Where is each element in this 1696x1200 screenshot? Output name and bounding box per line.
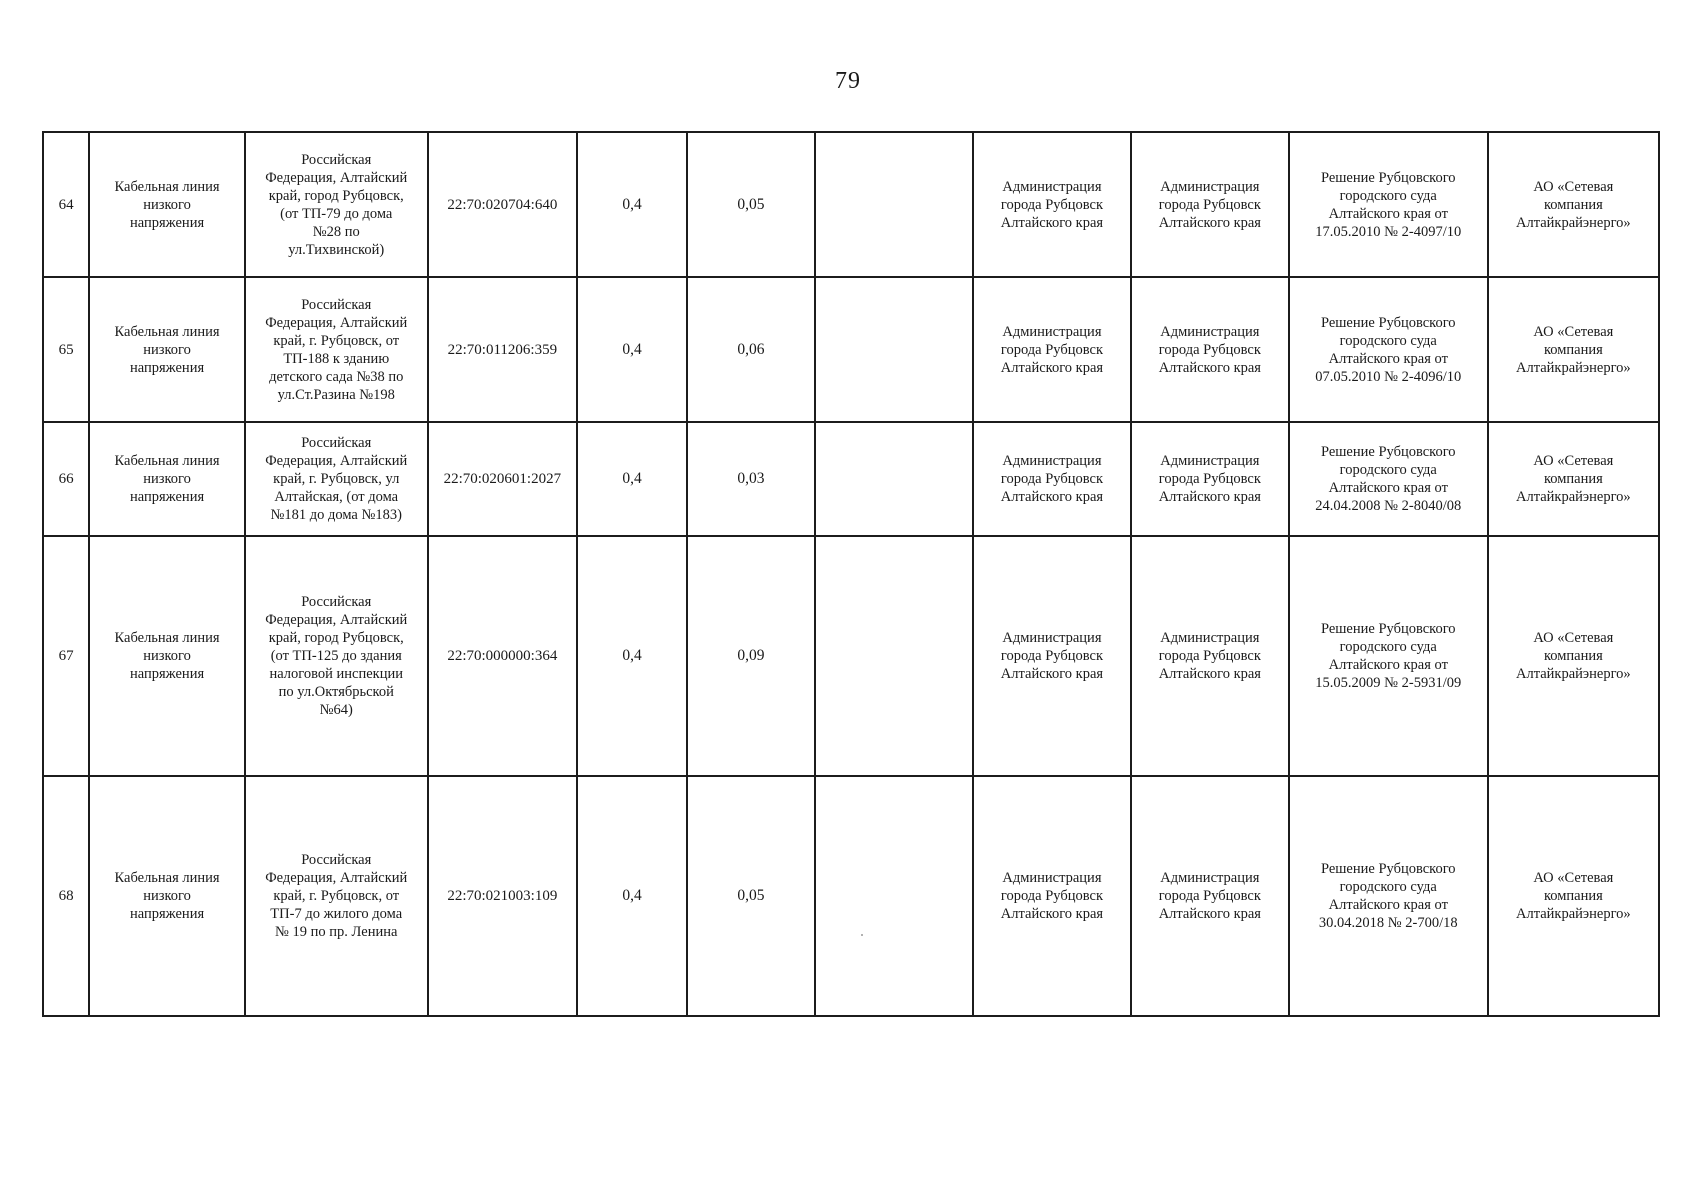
cadastral-number-cell: 22:70:000000:364 (428, 536, 578, 776)
cadastral-number-cell: 22:70:020704:640 (428, 132, 578, 277)
table-row (43, 277, 1659, 422)
address-cell: Российская Федерация, Алтайский край, город Рубцовск, (от ТП-125 до здания налоговой инспекции по ул.Октябрьской №64) (245, 536, 428, 776)
row-number-cell: 66 (43, 422, 89, 536)
operator-cell: АО «Сетевая компания Алтайкрайэнерго» (1488, 132, 1659, 277)
legal-basis-cell: Решение Рубцовского городского суда Алтайского края от 07.05.2010 № 2-4096/10 (1289, 277, 1488, 422)
page-number: 79 (835, 68, 861, 94)
table-row (43, 422, 1659, 536)
empty-cell (815, 277, 973, 422)
table-row (43, 132, 1659, 277)
holder-cell: Администрация города Рубцовск Алтайского края (1131, 132, 1289, 277)
holder-cell: Администрация города Рубцовск Алтайского края (1131, 536, 1289, 776)
address-cell: Российская Федерация, Алтайский край, г. Рубцовск, ул Алтайская, (от дома №181 до дома №183) (245, 422, 428, 536)
holder-cell: Администрация города Рубцовск Алтайского края (1131, 277, 1289, 422)
empty-cell (815, 132, 973, 277)
object-name-cell: Кабельная линия низкого напряжения (89, 422, 245, 536)
cadastral-number-cell: 22:70:020601:2027 (428, 422, 578, 536)
length-cell: 0,06 (687, 277, 815, 422)
row-number-cell: 68 (43, 776, 89, 1016)
length-cell: 0,05 (687, 776, 815, 1016)
object-name-cell: Кабельная линия низкого напряжения (89, 536, 245, 776)
owner-cell: Администрация города Рубцовск Алтайского края (973, 277, 1131, 422)
owner-cell: Администрация города Рубцовск Алтайского края (973, 422, 1131, 536)
address-cell: Российская Федерация, Алтайский край, г. Рубцовск, от ТП-188 к зданию детского сада №38 по ул.Ст.Разина №198 (245, 277, 428, 422)
owner-cell: Администрация города Рубцовск Алтайского края (973, 536, 1131, 776)
object-name-cell: Кабельная линия низкого напряжения (89, 776, 245, 1016)
object-name-cell: Кабельная линия низкого напряжения (89, 277, 245, 422)
voltage-cell: 0,4 (577, 422, 687, 536)
operator-cell: АО «Сетевая компания Алтайкрайэнерго» (1488, 422, 1659, 536)
empty-cell (815, 776, 973, 1016)
length-cell: 0,03 (687, 422, 815, 536)
voltage-cell: 0,4 (577, 776, 687, 1016)
voltage-cell: 0,4 (577, 277, 687, 422)
holder-cell: Администрация города Рубцовск Алтайского края (1131, 776, 1289, 1016)
empty-cell (815, 536, 973, 776)
owner-cell: Администрация города Рубцовск Алтайского края (973, 776, 1131, 1016)
holder-cell: Администрация города Рубцовск Алтайского края (1131, 422, 1289, 536)
object-name-cell: Кабельная линия низкого напряжения (89, 132, 245, 277)
owner-cell: Администрация города Рубцовск Алтайского края (973, 132, 1131, 277)
row-number-cell: 64 (43, 132, 89, 277)
cadastral-number-cell: 22:70:021003:109 (428, 776, 578, 1016)
property-registry-table (42, 131, 1660, 1017)
address-cell: Российская Федерация, Алтайский край, город Рубцовск, (от ТП-79 до дома №28 по ул.Тихвинской) (245, 132, 428, 277)
operator-cell: АО «Сетевая компания Алтайкрайэнерго» (1488, 277, 1659, 422)
cadastral-number-cell: 22:70:011206:359 (428, 277, 578, 422)
voltage-cell: 0,4 (577, 536, 687, 776)
empty-cell (815, 422, 973, 536)
operator-cell: АО «Сетевая компания Алтайкрайэнерго» (1488, 536, 1659, 776)
legal-basis-cell: Решение Рубцовского городского суда Алтайского края от 24.04.2008 № 2-8040/08 (1289, 422, 1488, 536)
voltage-cell: 0,4 (577, 132, 687, 277)
legal-basis-cell: Решение Рубцовского городского суда Алтайского края от 17.05.2010 № 2-4097/10 (1289, 132, 1488, 277)
length-cell: 0,09 (687, 536, 815, 776)
table-row (43, 536, 1659, 776)
scan-speck (861, 934, 863, 936)
row-number-cell: 67 (43, 536, 89, 776)
table-row (43, 776, 1659, 1016)
legal-basis-cell: Решение Рубцовского городского суда Алтайского края от 30.04.2018 № 2-700/18 (1289, 776, 1488, 1016)
address-cell: Российская Федерация, Алтайский край, г. Рубцовск, от ТП-7 до жилого дома № 19 по пр. Ленина (245, 776, 428, 1016)
operator-cell: АО «Сетевая компания Алтайкрайэнерго» (1488, 776, 1659, 1016)
row-number-cell: 65 (43, 277, 89, 422)
legal-basis-cell: Решение Рубцовского городского суда Алтайского края от 15.05.2009 № 2-5931/09 (1289, 536, 1488, 776)
length-cell: 0,05 (687, 132, 815, 277)
